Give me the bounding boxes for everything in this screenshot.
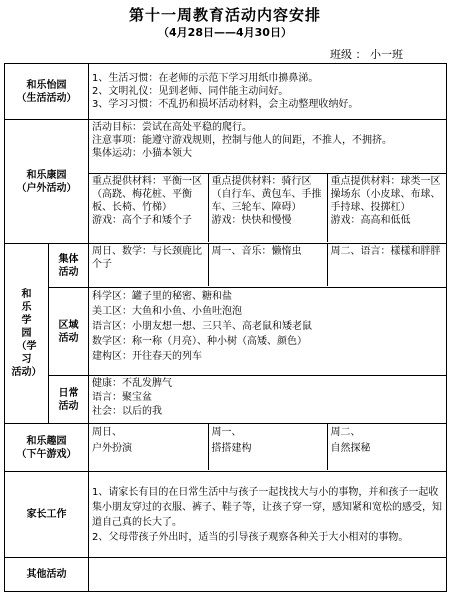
afternoon-header: 和乐趣园 （下午游戏） (5, 424, 89, 472)
outdoor-zones (89, 174, 447, 244)
schedule-table (4, 63, 447, 592)
life-content (89, 64, 447, 120)
parents-row (5, 472, 447, 558)
parents-item: 1、请家长有目的在日常生活中与孩子一起找找大与小的事物，并和孩子一起收集小朋友穿过的衣服、裤子、鞋子等，让孩子穿一穿，感知紧和宽松的感受，知道自己真的长大了。 (92, 486, 442, 528)
afternoon-row (5, 424, 447, 472)
learning-header: 和 乐 学 园 （学 习 活动） (5, 244, 49, 424)
date-range: （4月28日——4月30日） (158, 26, 292, 39)
life-row (5, 64, 447, 120)
other-header: 其他活动 (5, 558, 89, 592)
outdoor-zone: 重点提供材料：平衡一区（高跷、梅花桩、平衡板、长椅、竹梯） 游戏：高个子和矮个子 (89, 174, 208, 242)
life-item: 1、生活习惯：在老师的示范下学习用纸巾擤鼻涕。 (92, 73, 319, 84)
parents-header: 家长工作 (5, 472, 89, 558)
collective-item: 周一、音乐：懒惰虫 (208, 244, 327, 286)
collective-table (89, 244, 446, 286)
daily-label: 日常 活动 (49, 376, 89, 424)
afternoon-content (89, 424, 447, 472)
life-item: 2、文明礼仪：见到老师、同伴能主动问好。 (92, 86, 289, 97)
area-item: 美工区：大鱼和小鱼、小鱼吐泡泡 (92, 306, 242, 317)
area-item: 科学区：罐子里的秘密、糖和盐 (92, 291, 232, 302)
afternoon-item: 周一、 搭搭建构 (208, 424, 327, 470)
daily-content (89, 376, 447, 424)
area-item: 建构区：开往春天的列车 (92, 351, 202, 362)
other-row (5, 558, 447, 592)
outdoor-zone-table (89, 174, 446, 242)
collective-content (89, 244, 447, 288)
area-item: 语言区：小朋友想一想、三只羊、高老鼠和矮老鼠 (92, 321, 312, 332)
learning-daily-row (5, 376, 447, 424)
learning-collective-row (5, 244, 447, 288)
life-header: 和乐怡园 （生活活动） (5, 64, 89, 120)
outdoor-notes: 注意事项：能遵守游戏规则，控制与他人的间距，不推人，不拥挤。 (92, 135, 392, 146)
area-content (89, 288, 447, 376)
life-item: 3、学习习惯：不乱扔和损坏活动材料，会主动整理收纳好。 (92, 99, 359, 110)
learning-area-row (5, 288, 447, 376)
outdoor-zone: 重点提供材料：球类一区操场东（小皮球、布球、手持球、投掷杠） 游戏：高高和低低 (330, 176, 441, 226)
outdoor-row (5, 120, 447, 174)
outdoor-goals (89, 120, 447, 174)
daily-item: 健康：不乱发脾气 (92, 378, 172, 389)
other-content (89, 558, 447, 592)
afternoon-item: 周二、 自然探秘 (330, 427, 371, 454)
parents-item: 2、父母带孩子外出时，适当的引导孩子观察各种关于大小相对的事物。 (92, 531, 409, 543)
parents-content (89, 472, 447, 558)
outdoor-zone: 重点提供材料：骑行区（自行车、黄包车、手推车、三轮车、障碍） 游戏：快快和慢慢 (208, 174, 327, 242)
daily-item: 语言：聚宝盆 (92, 392, 152, 403)
collective-item: 周二、语言：樣樣和胖胖 (330, 246, 441, 257)
collective-item: 周日、数学：与长颈鹿比个子 (89, 244, 208, 286)
area-label: 区域 活动 (49, 288, 89, 376)
collective-label: 集体 活动 (49, 244, 89, 288)
outdoor-goal: 活动目标：尝试在高处平稳的爬行。 (92, 122, 252, 133)
afternoon-item: 周日、 户外扮演 (89, 424, 208, 470)
outdoor-group: 集体运动：小猫本领大 (92, 148, 192, 159)
outdoor-header: 和乐康园 （户外活动） (5, 120, 89, 244)
daily-item: 社会：以后的我 (92, 406, 162, 417)
page-title: 第十一周教育活动内容安排 (128, 6, 321, 24)
class-label: 班级 ： 小一班 (330, 48, 403, 61)
area-item: 数学区：称一称（月亮）、种小树（高矮、颜色） (92, 336, 307, 347)
afternoon-table (89, 424, 446, 470)
